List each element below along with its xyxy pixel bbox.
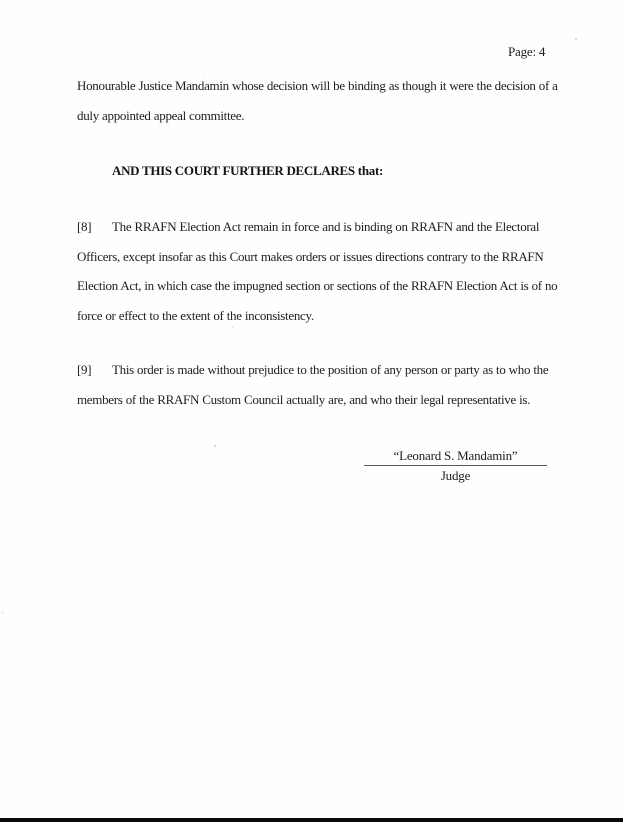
paragraph-text: This order is made without prejudice to the position of any person or party as to who the: [112, 362, 549, 377]
paragraph-8: [77, 212, 563, 330]
text-line: members of the RRAFN Custom Council actually are, and who their legal representative is.: [77, 391, 531, 407]
judge-signature-name: “Leonard S. Mandamin”: [393, 448, 518, 463]
scan-speck: [2, 612, 3, 614]
intro-paragraph: [77, 71, 563, 130]
judge-title: Judge: [440, 468, 471, 483]
text-line: Officers, except insofar as this Court makes orders or issues directions contrary to the RRAFN: [77, 248, 544, 264]
paragraph-text: The RRAFN Election Act remain in force and is binding on RRAFN and the Electoral: [112, 219, 540, 234]
scan-edge-artifact: [0, 818, 623, 822]
paragraph-number: [8]: [77, 219, 92, 234]
scan-speck: [575, 38, 577, 40]
text-line: Honourable Justice Mandamin whose decision will be binding as though it were the decision of a: [77, 78, 558, 93]
declares-heading: AND THIS COURT FURTHER DECLARES that:: [112, 163, 384, 178]
scan-speck: [214, 445, 216, 447]
signature-line: [364, 446, 547, 466]
paragraph-9: [77, 355, 563, 414]
text-line: force or effect to the extent of the inconsistency.: [77, 307, 314, 323]
paragraph-number: [9]: [77, 362, 92, 377]
signature-block: [364, 446, 547, 484]
page-number-label: Page: 4: [508, 44, 546, 59]
scan-speck: [203, 77, 204, 78]
text-line: Election Act, in which case the impugned section or sections of the RRAFN Election Act is of no: [77, 278, 558, 293]
text-line: [77, 212, 563, 242]
text-line: duly appointed appeal committee.: [77, 107, 245, 123]
text-line: [77, 355, 563, 385]
scan-speck: [232, 327, 233, 328]
